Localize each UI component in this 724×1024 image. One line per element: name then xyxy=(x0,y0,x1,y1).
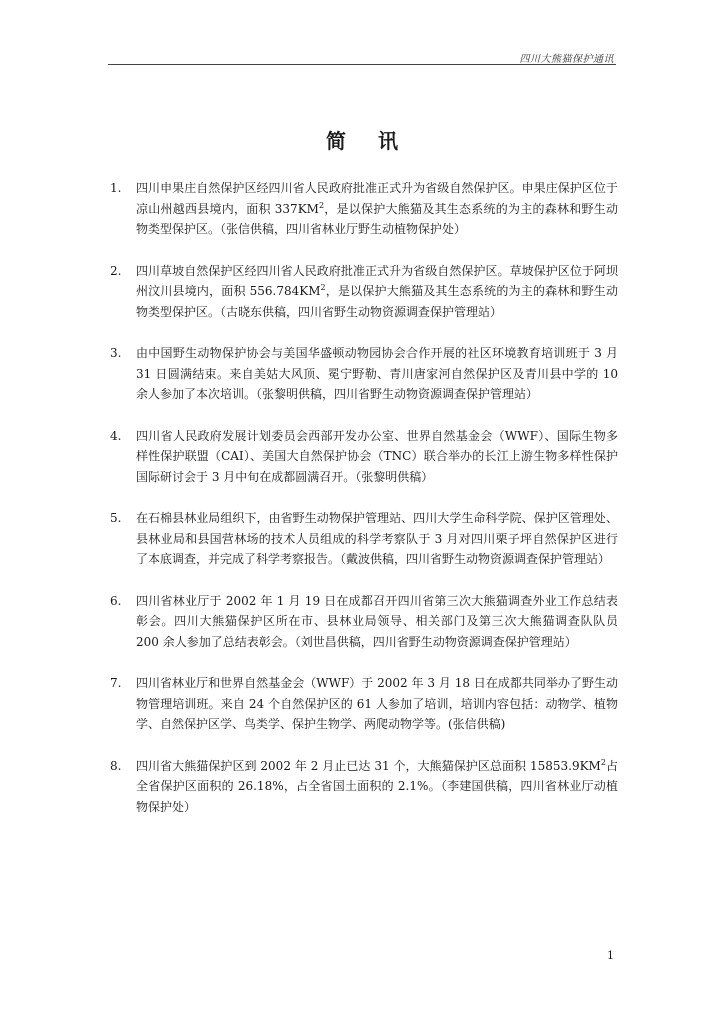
news-item xyxy=(110,261,618,323)
news-list xyxy=(110,178,618,838)
item-number: 2. xyxy=(110,263,122,278)
item-text: 四川省大熊猫保护区到 2002 年 2 月止已达 31 个，大熊猫保护区总面积 $15853.9KM^2$占全省保护区面积的 26.18%，占全省国土面积的 2.1%。（李建国供稿，四川省林业厅动植物保护处） xyxy=(136,757,618,814)
news-item xyxy=(110,756,618,818)
news-item xyxy=(110,178,618,240)
item-number: 5. xyxy=(110,511,122,525)
item-number: 4. xyxy=(110,428,122,443)
item-number: 3. xyxy=(110,346,122,360)
news-item xyxy=(110,673,618,735)
item-text: 在石棉县林业局组织下，由省野生动物保护管理站、四川大学生命科学院、保护区管理处、县林业局和县国营林场的技术人员组成的科学考察队于 3 月对四川栗子坪自然保护区进行了本底调查，并完成了科学考察报告。（戴波供稿，四川省野生动物资源调查保护管理站） xyxy=(136,511,618,566)
page-number: 1 xyxy=(607,949,614,962)
superscript: 2 xyxy=(600,757,606,767)
superscript: 2 xyxy=(320,283,326,292)
item-text: 四川省林业厅于 2002 年 1 月 19 日在成都召开四川省第三次大熊猫调查外业工作总结表彰会。四川大熊猫保护区所在市、县林业局领导、相关部门及第三次大熊猫调查队队员 200 余人参加了总结表彰会。（刘世昌供稿，四川省野生动物资源调查保护管理站） xyxy=(136,593,618,649)
item-text: 四川申果庄自然保护区经四川省人民政府批准正式升为省级自然保护区。申果庄保护区位于凉山州越西县境内，面积 $337KM^2$，是以保护大熊猫及其生态系统的为主的森林和野生动物类型保护区。（张信供稿，四川省林业厅野生动植物保护处） xyxy=(136,181,618,236)
running-header: 四川大熊猫保护通讯 xyxy=(519,54,614,65)
item-number: 7. xyxy=(110,676,122,690)
page-title: 简讯 xyxy=(326,129,430,153)
item-number: 6. xyxy=(110,593,122,608)
item-text: 四川省林业厅和世界自然基金会（WWF）于 2002 年 3 月 18 日在成都共同举办了野生动物管理培训班。来自 24 个自然保护区的 61 人参加了培训，培训内容包括：动物学、植物学、自然保护区学、鸟类学、保护生物学、两爬动物学等。(张信供稿) xyxy=(136,676,618,731)
item-text: 由中国野生动物保护协会与美国华盛顿动物园协会合作开展的社区环境教育培训班于 3 月 31 日圆满结束。来自美姑大风顶、冕宁野勒、青川唐家河自然保护区及青川县中学的 10 余人参加了本次培训。（张黎明供稿，四川省野生动物资源调查保护管理站） xyxy=(136,346,618,401)
news-item xyxy=(110,426,618,488)
news-item xyxy=(110,508,618,570)
header-divider xyxy=(108,64,616,65)
item-number: 8. xyxy=(110,758,122,773)
news-item xyxy=(110,591,618,653)
item-number: 1. xyxy=(110,181,122,195)
news-item xyxy=(110,343,618,405)
superscript: 2 xyxy=(318,200,325,210)
item-text: 四川草坡自然保护区经四川省人民政府批准正式升为省级自然保护区。草坡保护区位于阿坝州汶川县境内，面积 $556.784KM^2$，是以保护大熊猫及其生态系统的为主的森林和野生动物类型保护区。（古晓东供稿，四川省野生动物资源调查保护管理站） xyxy=(136,263,618,319)
item-text: 四川省人民政府发展计划委员会西部开发办公室、世界自然基金会（WWF）、国际生物多样性保护联盟（CAI）、美国大自然保护协会（TNC）联合举办的长江上游生物多样性保护国际研讨会于 3 月中旬在成都圆满召开。（张黎明供稿） xyxy=(136,428,618,484)
